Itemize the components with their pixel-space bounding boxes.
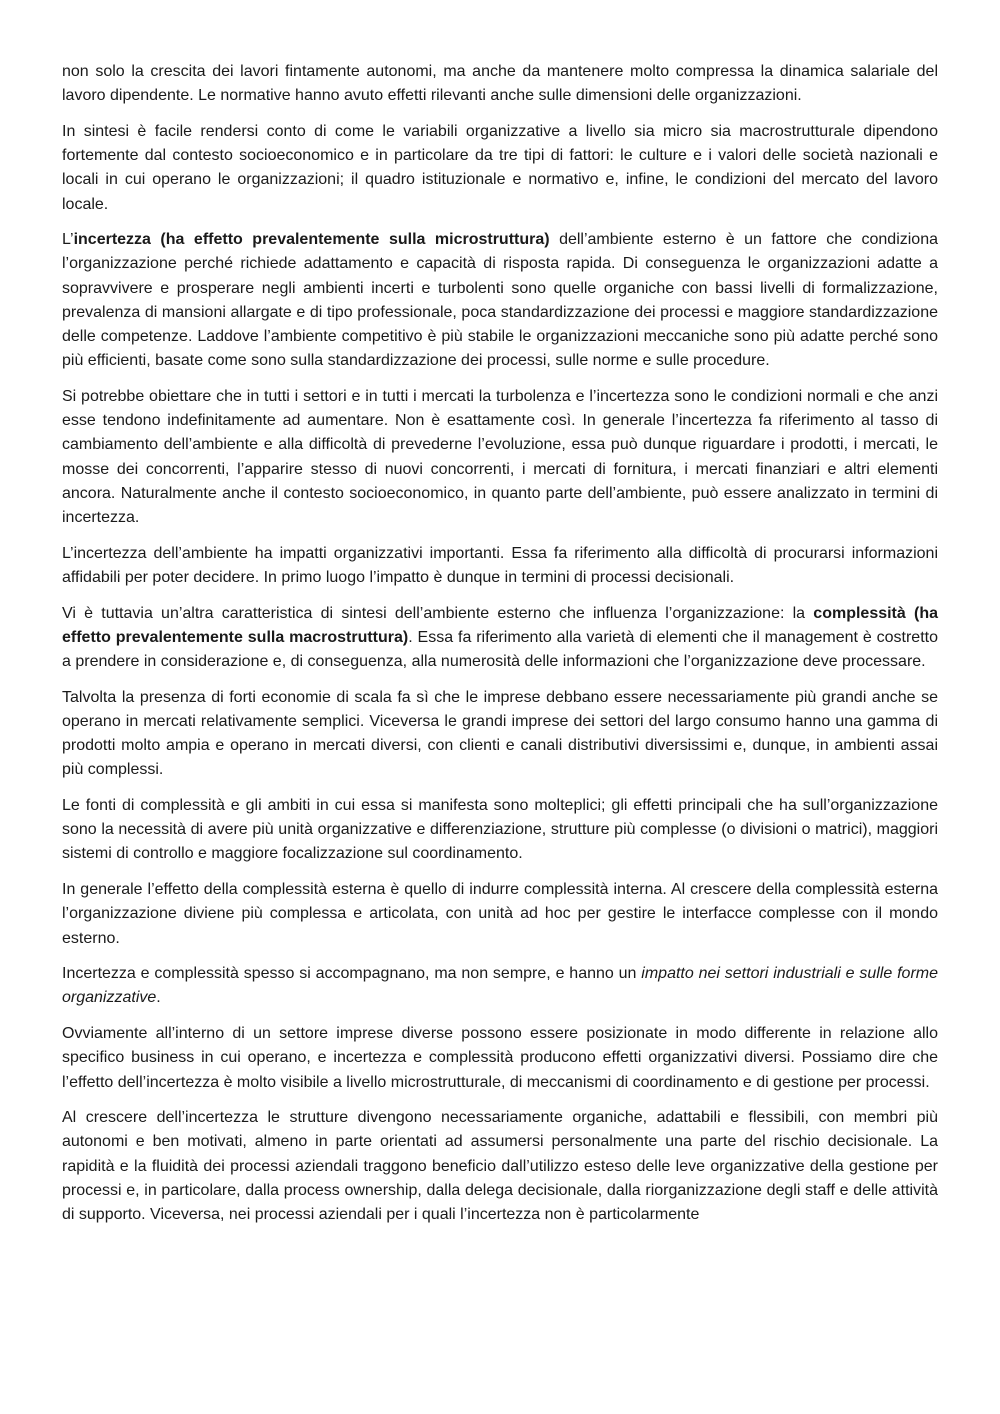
text-run: . Essa fa riferimento alla varietà di elementi che il management è costretto a prendere in considerazione e, di conseguenza, alla numerosità delle informazioni che l’organizzazione deve processare. — [62, 628, 938, 670]
body-paragraph — [62, 120, 938, 217]
document-page — [62, 60, 938, 1239]
text-run: In generale l’effetto della complessità esterna è quello di indurre complessità interna. Al crescere della complessità esterna l’organizzazione diviene più complessa e articolata, con unità ad hoc per gestire le interfacce complesse con il mondo esterno. — [62, 881, 938, 947]
text-run: L’ — [62, 231, 74, 249]
body-paragraph — [62, 602, 938, 675]
text-run: Si potrebbe obiettare che in tutti i settori e in tutti i mercati la turbolenza e l’incertezza sono le condizioni normali e che anzi esse tendono indefinitamente ad aumentare. Non è esattamente così. In generale l’incertezza fa riferimento al tasso di cambiamento dell’ambiente e alla difficoltà di prevederne l’evoluzione, essa può dunque riguardare i prodotti, i mercati, le mosse dei concorrenti, l’apparire stesso di nuovi concorrenti, i mercati di fornitura, i mercati finanziari e altri elementi ancora. Naturalmente anche il contesto socioeconomico, in quanto parte dell’ambiente, può essere analizzato in termini di incertezza. — [62, 387, 938, 526]
body-paragraph — [62, 228, 938, 373]
text-run: Talvolta la presenza di forti economie di scala fa sì che le imprese debbano essere necessariamente più grandi anche se operano in mercati relativamente semplici. Viceversa le grandi imprese dei settori del largo consumo hanno una gamma di prodotti molto ampia e operano in mercati diversi, con clienti e canali distributivi diversissimi e, dunque, in ambienti assai più complessi. — [62, 688, 938, 779]
bold-term: complessità (ha effetto prevalentemente sulla macrostruttura) — [62, 604, 938, 646]
body-paragraph — [62, 962, 938, 1010]
text-run: Vi è tuttavia un’altra caratteristica di sintesi dell’ambiente esterno che influenza l’organizzazione: la — [62, 604, 814, 622]
text-run: dell’ambiente esterno è un fattore che condiziona l’organizzazione perché richiede adattamento e capacità di risposta rapida. Di conseguenza le organizzazioni adatte a sopravvivere e prosperare negli ambienti incerti e turbolenti sono quelle organiche con bassi livelli di formalizzazione, prevalenza di mansioni allargate e di tipo professionale, poca standardizzazione dei processi e maggiore standardizzazione delle competenze. Laddove l’ambiente competitivo è più stabile le organizzazioni meccaniche sono più adatte perché sono più efficienti, basate come sono sulla standardizzazione dei processi, sulle norme e sulle procedure. — [62, 231, 938, 370]
body-paragraph — [62, 1022, 938, 1095]
italic-phrase: impatto nei settori industriali e sulle forme organizzative — [62, 965, 938, 1007]
text-run: In sintesi è facile rendersi conto di come le variabili organizzative a livello sia micro sia macrostrutturale dipendono fortemente dal contesto socioeconomico e in particolare da tre tipi di fattori: le culture e i valori delle società nazionali e locali in cui operano le organizzazioni; il quadro istituzionale e normativo e, infine, le condizioni del mercato del lavoro locale. — [62, 122, 938, 213]
text-run: non solo la crescita dei lavori fintamente autonomi, ma anche da mantenere molto compressa la dinamica salariale del lavoro dipendente. Le normative hanno avuto effetti rilevanti anche sulle dimensioni delle organizzazioni. — [62, 63, 938, 105]
body-paragraph — [62, 542, 938, 590]
text-run: Le fonti di complessità e gli ambiti in cui essa si manifesta sono molteplici; gli effetti principali che ha sull’organizzazione sono la necessità di avere più unità organizzative e differenziazione, strutture più complesse (o divisioni o matrici), maggiori sistemi di controllo e maggiore focalizzazione sul coordinamento. — [62, 796, 938, 863]
text-run: Ovviamente all’interno di un settore imprese diverse possono essere posizionate in modo differente in relazione allo specifico business in cui operano, e incertezza e complessità producono effetti organizzativi diversi. Possiamo dire che l’effetto dell’incertezza è molto visibile a livello microstrutturale, di meccanismi di coordinamento e di gestione per processi. — [62, 1025, 938, 1091]
body-paragraph — [62, 794, 938, 867]
body-paragraph — [62, 878, 938, 951]
text-run: L’incertezza dell’ambiente ha impatti organizzativi importanti. Essa fa riferimento alla difficoltà di procurarsi informazioni affidabili per poter decidere. In primo luogo l’impatto è dunque in termini di processi decisionali. — [62, 544, 938, 586]
body-paragraph — [62, 1106, 938, 1227]
body-paragraph — [62, 60, 938, 108]
bold-term: incertezza (ha effetto prevalentemente sulla microstruttura) — [73, 231, 550, 249]
text-run: . — [156, 989, 161, 1007]
body-paragraph — [62, 385, 938, 530]
body-paragraph — [62, 686, 938, 783]
text-run: Al crescere dell’incertezza le strutture divengono necessariamente organiche, adattabili e flessibili, con membri più autonomi e ben motivati, almeno in parte orientati ad assumersi personalmente una parte del rischio decisionale. La rapidità e la fluidità dei processi aziendali traggono beneficio dall’utilizzo esteso delle leve organizzative della gestione per processi e, in particolare, dalla process ownership, dalla delega decisionale, dalla riorganizzazione degli staff e delle attività di supporto. Viceversa, nei processi aziendali per i quali l’incertezza non è particolarmente — [62, 1109, 938, 1224]
text-run: Incertezza e complessità spesso si accompagnano, ma non sempre, e hanno un — [62, 965, 642, 983]
